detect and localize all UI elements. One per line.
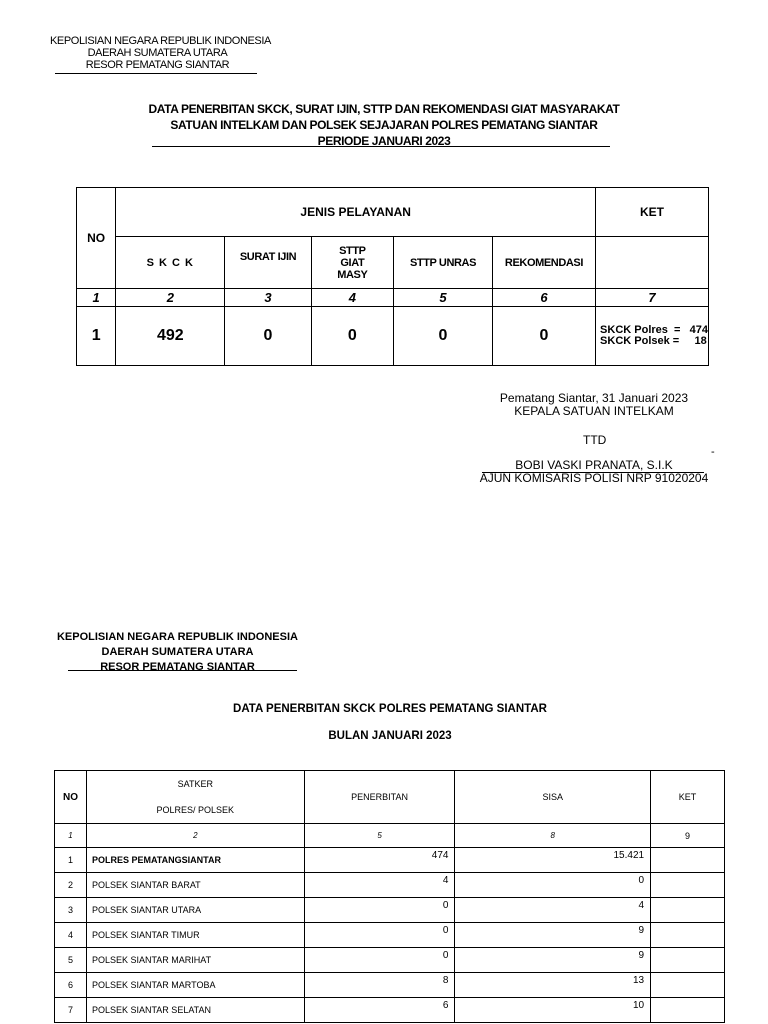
signature-dash: -: [711, 446, 715, 458]
signature-underline: [482, 472, 704, 473]
letterhead-bottom: [55, 630, 300, 675]
t2-row-no: 2: [55, 873, 87, 898]
num-3: 3: [225, 289, 311, 307]
no-header: NO: [77, 188, 116, 289]
letterhead-underline: [55, 73, 257, 74]
letterhead2-line1: KEPOLISIAN NEGARA REPUBLIK INDONESIA: [56, 631, 298, 643]
t2-ket-header: KET: [651, 771, 725, 824]
t2-row-ket: [651, 948, 725, 973]
t2-row-no: 7: [55, 998, 87, 1023]
report-title-line3: PERIODE JANUARI 2023: [317, 134, 451, 148]
t2-satker-line2: POLRES/ POLSEK: [156, 805, 235, 815]
table-row: [55, 923, 725, 948]
t2-row-penerbitan: 474: [304, 848, 455, 873]
t2-row-name: POLSEK SIANTAR BARAT: [86, 873, 304, 898]
ket-header: KET: [596, 188, 709, 237]
t2-row-no: 3: [55, 898, 87, 923]
t2-row-no: 6: [55, 973, 87, 998]
report-title-line1: DATA PENERBITAN SKCK, SURAT IJIN, STTP DAN REKOMENDASI GIAT MASYARAKAT: [148, 102, 620, 116]
t2-row-name: POLSEK SIANTAR MARIHAT: [86, 948, 304, 973]
t2-no-header: NO: [55, 771, 87, 824]
col-rekomendasi: REKOMENDASI: [492, 237, 595, 289]
col-sttp-giat: STTP GIAT MASY: [311, 237, 393, 289]
t2-row-penerbitan: 0: [304, 948, 455, 973]
letterhead-line1: KEPOLISIAN NEGARA REPUBLIK INDONESIA: [50, 35, 271, 47]
row-rekomendasi: 0: [492, 307, 595, 366]
report-title-line2: SATUAN INTELKAM DAN POLSEK SEJAJARAN POLRES PEMATANG SIANTAR: [170, 118, 598, 132]
t2-num-5: 5: [304, 824, 455, 848]
signature-rank: AJUN KOMISARIS POLISI NRP 91020204: [479, 471, 709, 485]
signature-ttd: TTD: [583, 433, 607, 447]
row-surat-ijin: 0: [225, 307, 311, 366]
t2-row-no: 5: [55, 948, 87, 973]
jenis-pelayanan-header: JENIS PELAYANAN: [116, 188, 596, 237]
t2-num-1: 1: [55, 824, 87, 848]
ket-polres: SKCK Polres = 474: [600, 324, 708, 336]
col-skck: S K C K: [116, 237, 225, 289]
col-ket-empty: [596, 237, 709, 289]
t2-row-name: POLSEK SIANTAR UTARA: [86, 898, 304, 923]
table-row: [55, 998, 725, 1023]
t2-row-ket: [651, 898, 725, 923]
t2-row-sisa: 9: [455, 923, 651, 948]
row-no: 1: [77, 307, 116, 366]
t2-num-2: 2: [86, 824, 304, 848]
row-sttp-giat: 0: [311, 307, 393, 366]
letterhead-line3: RESOR PEMATANG SIANTAR: [85, 59, 230, 71]
signature-name: BOBI VASKI PRANATA, S.I.K: [515, 458, 673, 472]
letterhead2-line3: RESOR PEMATANG SIANTAR: [100, 661, 255, 673]
table-row: [55, 973, 725, 998]
t2-row-name: POLSEK SIANTAR TIMUR: [86, 923, 304, 948]
t2-row-ket: [651, 973, 725, 998]
signature-block: [470, 392, 718, 418]
skck-issuance-table: [54, 770, 725, 1023]
t2-row-sisa: 13: [455, 973, 651, 998]
row-skck: 492: [116, 307, 225, 366]
table2-period: BULAN JANUARI 2023: [328, 730, 452, 742]
col-sttp-unras: STTP UNRAS: [394, 237, 493, 289]
num-2: 2: [116, 289, 225, 307]
report-title: [100, 101, 668, 149]
row-ket: [596, 307, 709, 366]
t2-row-sisa: 15.421: [455, 848, 651, 873]
t2-row-name: POLRES PEMATANGSIANTAR: [86, 848, 304, 873]
t2-row-penerbitan: 8: [304, 973, 455, 998]
t2-num-8: 8: [455, 824, 651, 848]
num-6: 6: [492, 289, 595, 307]
table-row: [55, 873, 725, 898]
t2-satker-header: [86, 771, 304, 824]
t2-row-no: 1: [55, 848, 87, 873]
t2-row-ket: [651, 998, 725, 1023]
t2-row-name: POLSEK SIANTAR SELATAN: [86, 998, 304, 1023]
num-1: 1: [77, 289, 116, 307]
t2-row-ket: [651, 848, 725, 873]
table2-title: DATA PENERBITAN SKCK POLRES PEMATANG SIANTAR: [233, 703, 547, 715]
t2-num-9: 9: [651, 824, 725, 848]
t2-row-ket: [651, 873, 725, 898]
t2-row-penerbitan: 0: [304, 898, 455, 923]
t2-row-sisa: 9: [455, 948, 651, 973]
table-row: [55, 898, 725, 923]
t2-row-penerbitan: 6: [304, 998, 455, 1023]
num-7: 7: [596, 289, 709, 307]
row-sttp-unras: 0: [394, 307, 493, 366]
t2-row-sisa: 0: [455, 873, 651, 898]
col-surat-ijin: SURAT IJIN: [225, 237, 311, 289]
ket-polsek: SKCK Polsek = 18: [600, 335, 707, 347]
num-4: 4: [311, 289, 393, 307]
signature-place-date: Pematang Siantar, 31 Januari 2023: [499, 391, 689, 405]
letterhead-top: [50, 35, 271, 71]
signature-position: KEPALA SATUAN INTELKAM: [514, 404, 674, 418]
title-underline: [152, 146, 610, 147]
t2-row-penerbitan: 0: [304, 923, 455, 948]
t2-penerbitan-header: PENERBITAN: [304, 771, 455, 824]
t2-satker-line1: SATKER: [177, 779, 213, 789]
t2-row-penerbitan: 4: [304, 873, 455, 898]
t2-row-name: POLSEK SIANTAR MARTOBA: [86, 973, 304, 998]
t2-row-no: 4: [55, 923, 87, 948]
t2-row-ket: [651, 923, 725, 948]
letterhead2-underline: [68, 670, 297, 671]
num-5: 5: [394, 289, 493, 307]
services-table: [76, 187, 709, 366]
letterhead-line2: DAERAH SUMATERA UTARA: [87, 47, 228, 59]
letterhead2-line2: DAERAH SUMATERA UTARA: [101, 646, 254, 658]
table-row: [55, 948, 725, 973]
table-row: [55, 848, 725, 873]
t2-sisa-header: SISA: [455, 771, 651, 824]
t2-row-sisa: 4: [455, 898, 651, 923]
t2-row-sisa: 10: [455, 998, 651, 1023]
